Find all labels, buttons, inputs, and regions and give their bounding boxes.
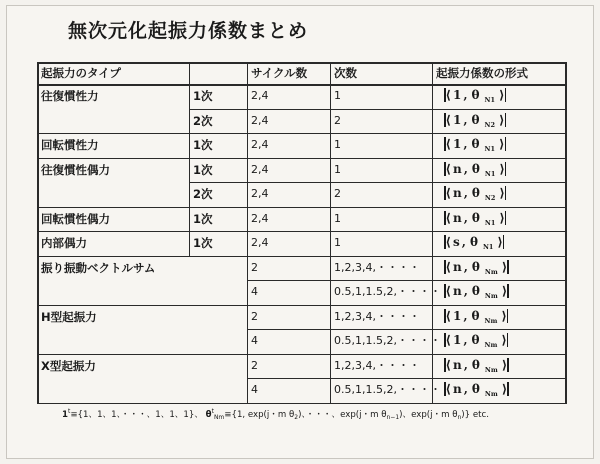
col-divider-order <box>330 62 331 403</box>
row-divider <box>247 378 565 379</box>
bracket-angle-left: ⟨ <box>445 161 451 176</box>
row-coefficient-form <box>444 382 509 401</box>
theta-subscript: N1 <box>484 145 496 153</box>
theta-symbol: θ <box>471 88 480 102</box>
row-coefficient-form <box>444 113 506 132</box>
bracket-comma: , <box>463 284 468 298</box>
row-order: 2 <box>334 187 341 200</box>
row-order: 0.5,1,1.5,2,・・・・ <box>334 334 441 347</box>
row-order: 1 <box>334 236 341 249</box>
bracket-angle-left: ⟨ <box>445 284 451 298</box>
bracket-bar-right <box>507 382 509 396</box>
theta-symbol: θ <box>471 161 480 176</box>
header-type: 起振力のタイプ <box>41 66 121 80</box>
bracket-angle-left: ⟨ <box>445 88 451 102</box>
row-type-label: 振り振動ベクトルサム <box>41 260 156 275</box>
row-coefficient-form <box>444 88 506 107</box>
bracket-comma: , <box>463 357 468 372</box>
row-degree: 1次 <box>193 138 213 152</box>
footnote <box>62 408 489 421</box>
bracket-angle-left: ⟨ <box>445 112 451 127</box>
row-type-label: H型起振力 <box>41 309 97 324</box>
row-divider <box>37 305 565 306</box>
row-coefficient-form <box>444 211 506 230</box>
table-border-left <box>37 62 39 403</box>
row-divider <box>37 256 565 257</box>
bracket-angle-left: ⟨ <box>445 186 451 200</box>
one-vector-definition: ≡{1、1、1、・・・、1、1、1}、 <box>70 410 203 420</box>
coefficient-vector: n <box>452 259 462 274</box>
row-order: 1,2,3,4,・・・・ <box>334 358 420 372</box>
row-order: 1 <box>334 89 341 102</box>
bracket-bar-right <box>507 260 509 274</box>
coefficient-vector: 1 <box>452 112 462 127</box>
row-degree: 2次 <box>193 187 213 201</box>
row-order: 1,2,3,4,・・・・ <box>334 260 420 274</box>
row-coefficient-form <box>444 186 506 205</box>
row-cycle: 4 <box>251 383 258 396</box>
bracket-bar-right <box>507 358 509 372</box>
row-coefficient-form <box>444 284 509 303</box>
theta-definition-part-4: )} etc. <box>461 410 489 420</box>
bracket-comma: , <box>463 210 468 225</box>
theta-symbol: θ <box>471 112 480 127</box>
page-title: 無次元化起振力係数まとめ <box>68 20 309 42</box>
row-degree: 1次 <box>193 211 213 226</box>
row-type-label: 回転慣性力 <box>41 138 99 152</box>
coefficient-vector: n <box>452 210 462 225</box>
row-divider <box>37 354 565 355</box>
row-degree: 1次 <box>193 236 213 250</box>
bracket-bar-right <box>505 211 507 225</box>
col-divider-cycle <box>247 62 248 403</box>
row-cycle: 4 <box>251 285 258 298</box>
theta-symbol: θ <box>471 382 480 396</box>
bracket-bar-right <box>507 284 509 298</box>
row-divider <box>37 133 565 134</box>
row-cycle: 2,4 <box>251 211 269 225</box>
coefficient-vector: n <box>452 357 462 372</box>
bracket-comma: , <box>461 235 466 249</box>
row-divider <box>37 231 565 232</box>
bracket-angle-right: ⟩ <box>501 284 508 298</box>
bracket-angle-right: ⟩ <box>501 308 507 323</box>
bracket-angle-right: ⟩ <box>501 333 507 347</box>
one-vector-symbol: 1 <box>62 410 68 420</box>
bracket-angle-left: ⟨ <box>445 308 451 323</box>
row-cycle: 2,4 <box>251 89 269 102</box>
theta-subscript: Nm <box>484 316 498 325</box>
bracket-angle-right: ⟩ <box>499 88 505 102</box>
bracket-angle-right: ⟩ <box>499 137 505 151</box>
bracket-angle-left: ⟨ <box>445 382 451 396</box>
row-cycle: 2,4 <box>251 162 269 176</box>
bracket-angle-right: ⟩ <box>497 235 503 249</box>
row-cycle: 2,4 <box>251 187 269 200</box>
row-coefficient-form <box>444 137 506 156</box>
bracket-angle-right: ⟩ <box>501 357 508 372</box>
row-cycle: 2,4 <box>251 236 269 249</box>
bracket-bar-right <box>505 113 507 127</box>
row-divider <box>37 158 565 159</box>
row-coefficient-form <box>444 235 504 254</box>
bracket-angle-right: ⟩ <box>501 382 508 396</box>
bracket-angle-right: ⟩ <box>499 112 505 127</box>
bracket-bar-right <box>505 137 507 151</box>
coefficient-vector: 1 <box>452 333 462 347</box>
summary-table <box>37 62 565 398</box>
row-divider <box>189 109 565 110</box>
theta-subscript: N1 <box>482 243 494 251</box>
bracket-angle-left: ⟨ <box>445 235 451 249</box>
bracket-angle-left: ⟨ <box>445 333 451 347</box>
row-order: 0.5,1,1.5,2,・・・・ <box>334 383 441 396</box>
row-coefficient-form <box>444 358 509 377</box>
bracket-comma: , <box>463 137 468 151</box>
theta-subscript: N2 <box>484 120 496 129</box>
row-coefficient-form <box>444 260 509 279</box>
bracket-bar-right <box>503 235 505 249</box>
bracket-comma: , <box>463 333 468 347</box>
row-divider <box>189 182 565 183</box>
theta-vector-symbol: θ <box>205 410 212 420</box>
row-cycle: 2 <box>251 309 258 323</box>
theta-subscript: N1 <box>484 169 496 178</box>
col-divider-form <box>432 62 433 403</box>
bracket-bar-right <box>505 186 507 200</box>
bracket-angle-right: ⟩ <box>499 186 505 200</box>
bracket-bar-right <box>507 309 509 323</box>
theta-subscript: N1 <box>484 218 496 227</box>
theta-definition-part-3: )、exp(j・m θ <box>399 410 458 420</box>
theta-definition-part-2: )、・・・、exp(j・m θ <box>298 410 387 420</box>
bracket-bar-right <box>507 333 509 347</box>
header-divider <box>37 84 565 86</box>
theta-symbol: θ <box>471 333 480 347</box>
row-degree: 1次 <box>193 89 213 103</box>
row-type-label: X型起振力 <box>41 358 96 373</box>
row-divider <box>37 207 565 208</box>
bracket-angle-right: ⟩ <box>499 210 505 225</box>
theta-subscript-2: 2 <box>294 414 299 421</box>
col-divider-deg <box>189 62 190 256</box>
header-order: 次数 <box>334 66 357 80</box>
header-cycle: サイクル数 <box>251 66 308 80</box>
row-divider <box>247 329 565 330</box>
theta-symbol: θ <box>471 357 480 372</box>
one-vector-superscript: t <box>67 408 71 415</box>
row-degree: 2次 <box>193 113 213 128</box>
row-cycle: 2,4 <box>251 138 269 151</box>
bracket-comma: , <box>463 186 468 200</box>
row-order: 1 <box>334 162 341 176</box>
bracket-comma: , <box>463 161 468 176</box>
bracket-angle-left: ⟨ <box>445 137 451 151</box>
theta-subscript: N1 <box>484 96 496 104</box>
row-type-label: 内部偶力 <box>41 236 87 250</box>
theta-vector-subscript: Nm <box>213 414 225 421</box>
coefficient-vector: n <box>452 382 462 396</box>
theta-definition-part-1: ≡{1, exp(j・m θ <box>224 410 295 420</box>
bracket-comma: , <box>463 382 468 396</box>
bracket-angle-right: ⟩ <box>499 161 505 176</box>
theta-symbol: θ <box>471 210 480 225</box>
bracket-comma: , <box>463 112 468 127</box>
bracket-angle-left: ⟨ <box>445 357 451 372</box>
bracket-angle-right: ⟩ <box>501 259 508 274</box>
row-order: 2 <box>334 113 341 127</box>
table-border-top <box>37 62 565 64</box>
row-cycle: 2 <box>251 260 258 274</box>
row-degree: 1次 <box>193 162 213 177</box>
theta-symbol: θ <box>471 284 480 298</box>
bracket-bar-right <box>505 88 507 102</box>
theta-subscript: Nm <box>484 267 498 276</box>
header-form: 起振力係数の形式 <box>436 66 528 80</box>
table-border-right <box>565 62 567 404</box>
theta-subscript-n-1: n−1 <box>386 414 400 421</box>
theta-vector-superscript: t <box>211 408 214 415</box>
row-type-label: 往復慣性偶力 <box>41 162 110 177</box>
row-order: 0.5,1,1.5,2,・・・・ <box>334 285 441 298</box>
table-border-bottom <box>37 403 565 405</box>
row-order: 1 <box>334 211 341 225</box>
theta-subscript: Nm <box>484 390 498 398</box>
row-type-label: 回転慣性偶力 <box>41 211 110 226</box>
theta-subscript-n: n <box>457 414 462 421</box>
row-coefficient-form <box>444 333 508 352</box>
theta-symbol: θ <box>471 137 480 151</box>
row-coefficient-form <box>444 162 506 181</box>
coefficient-vector: 1 <box>452 308 462 323</box>
bracket-comma: , <box>463 308 468 323</box>
theta-symbol: θ <box>471 308 480 323</box>
row-cycle: 2 <box>251 358 258 372</box>
row-cycle: 4 <box>251 334 258 347</box>
bracket-angle-left: ⟨ <box>445 259 451 274</box>
theta-symbol: θ <box>469 235 478 249</box>
bracket-comma: , <box>463 88 468 102</box>
bracket-comma: , <box>463 259 468 274</box>
coefficient-vector: n <box>452 186 462 200</box>
coefficient-vector: s <box>452 235 460 249</box>
coefficient-vector: n <box>452 161 462 176</box>
row-order: 1,2,3,4,・・・・ <box>334 309 420 323</box>
bracket-angle-left: ⟨ <box>445 210 451 225</box>
coefficient-vector: n <box>452 284 462 298</box>
theta-subscript: N2 <box>484 194 496 202</box>
theta-subscript: Nm <box>484 341 498 349</box>
bracket-bar-right <box>505 162 507 176</box>
row-type-label: 往復慣性力 <box>41 89 99 103</box>
row-coefficient-form <box>444 309 508 328</box>
row-cycle: 2,4 <box>251 113 269 127</box>
theta-subscript: Nm <box>484 292 498 300</box>
theta-symbol: θ <box>471 186 480 200</box>
row-divider <box>247 280 565 281</box>
theta-symbol: θ <box>471 259 480 274</box>
coefficient-vector: 1 <box>452 88 462 102</box>
theta-subscript: Nm <box>484 365 498 374</box>
row-order: 1 <box>334 138 341 151</box>
coefficient-vector: 1 <box>452 137 462 151</box>
